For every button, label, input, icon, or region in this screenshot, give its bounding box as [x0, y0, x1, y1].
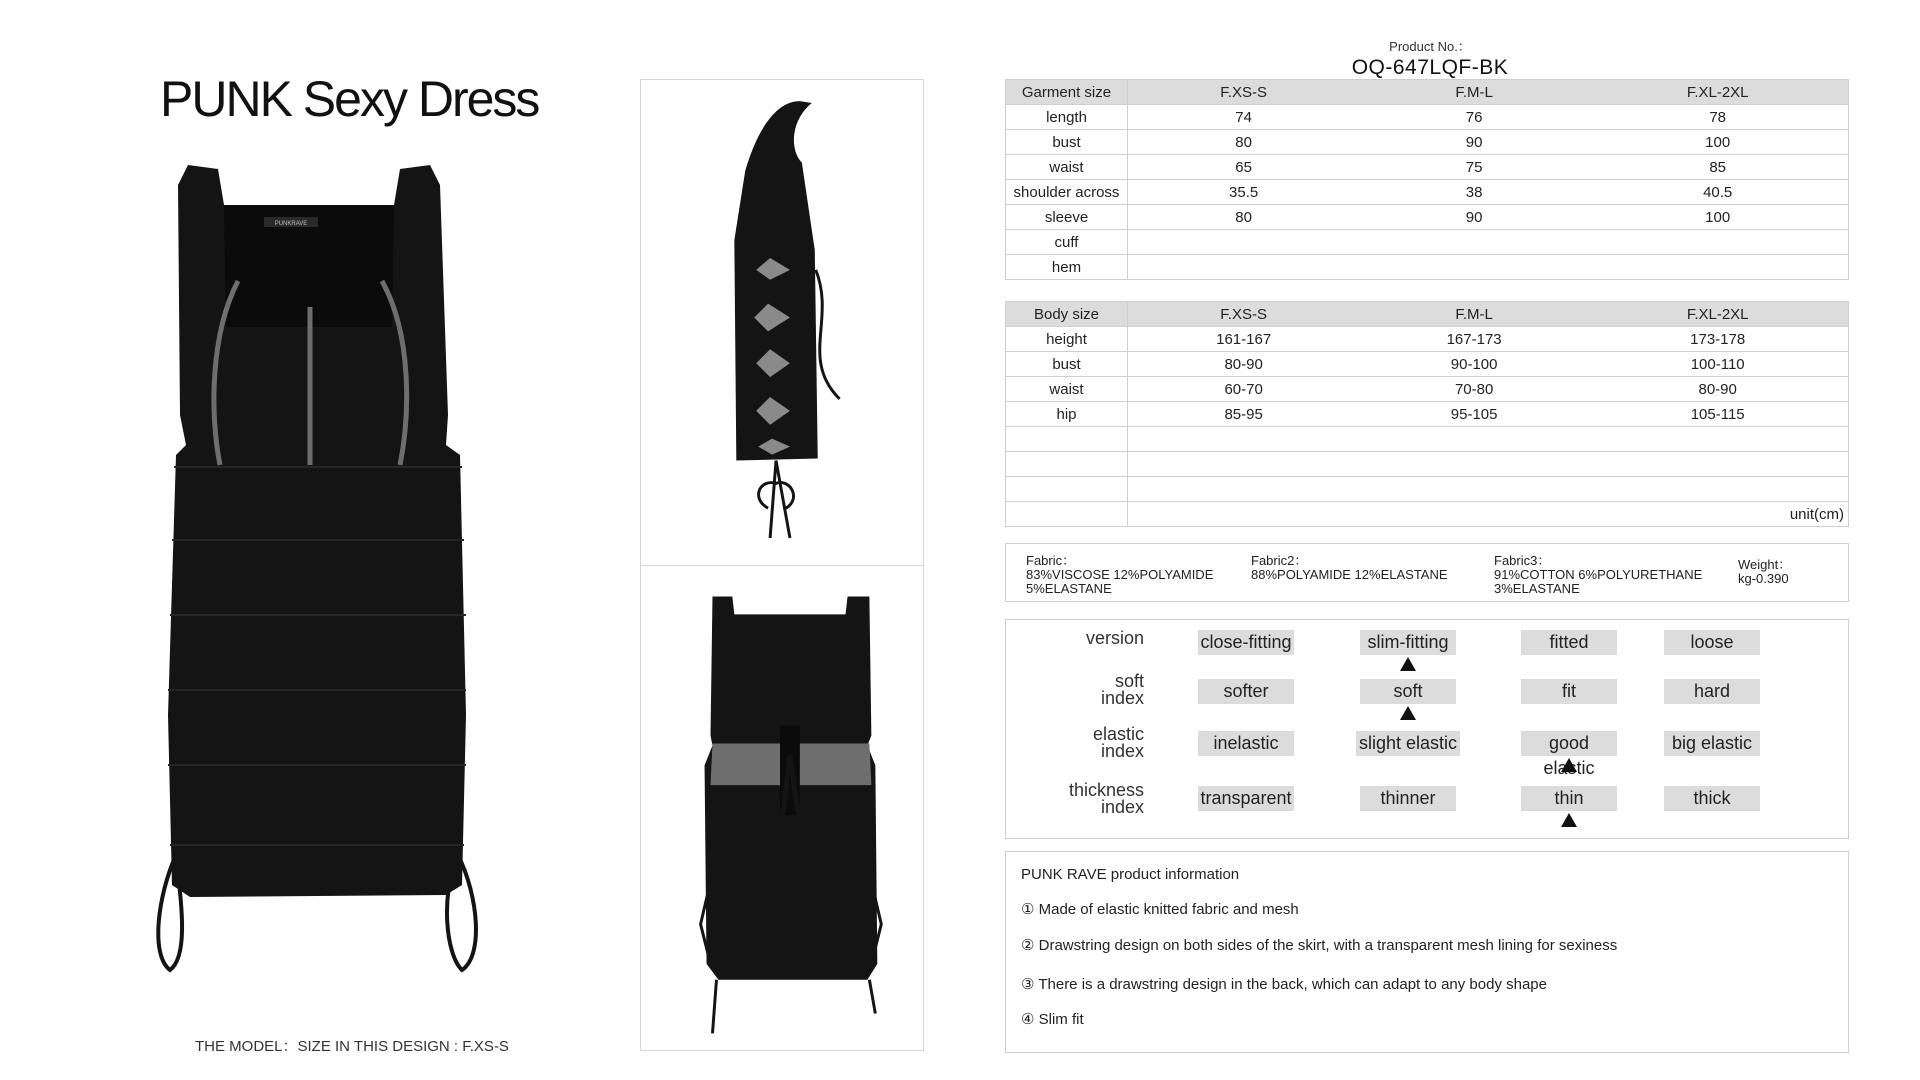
table-cell: 35.5 — [1128, 180, 1360, 205]
product-info-item: ② Drawstring design on both sides of the skirt, with a transparent mesh lining for sexiness — [1021, 937, 1618, 954]
fabric-2 — [1251, 554, 1448, 582]
table-cell: 80-90 — [1128, 352, 1360, 377]
table-cell: 74 — [1128, 105, 1360, 130]
table-cell — [1846, 327, 1848, 352]
table-cell: shoulder across — [1006, 180, 1128, 205]
table-cell: 80-90 — [1589, 377, 1846, 402]
table-cell: 90 — [1359, 130, 1589, 155]
table-cell: 78 — [1589, 105, 1846, 130]
fabric-line: 91%COTTON 6%POLYURETHANE — [1494, 567, 1703, 582]
body-size-header-row — [1006, 302, 1849, 327]
product-info-item: ① Made of elastic knitted fabric and mesh — [1021, 901, 1299, 918]
version-option: close-fitting — [1198, 630, 1294, 655]
table-cell — [1846, 255, 1848, 280]
fabric-line: 5%ELASTANE — [1026, 581, 1112, 596]
table-header-cell — [1846, 302, 1848, 327]
table-cell: 60-70 — [1128, 377, 1360, 402]
table-cell: 90 — [1359, 205, 1589, 230]
table-row — [1006, 327, 1849, 352]
product-info-item: ③ There is a drawstring design in the back, which can adapt to any body shape — [1021, 976, 1547, 993]
table-cell: 65 — [1128, 155, 1360, 180]
fabric-label: Fabric3： — [1494, 553, 1551, 568]
table-row — [1006, 205, 1849, 230]
version-option-selected: slim-fitting — [1360, 630, 1456, 655]
elastic-index-option-selected: good elastic — [1521, 731, 1617, 756]
front-view-dress-illustration — [150, 155, 520, 1005]
elastic-index-label: elastic index — [1092, 724, 1144, 761]
table-row — [1006, 427, 1849, 452]
table-cell — [1846, 230, 1848, 255]
table-cell: 38 — [1359, 180, 1589, 205]
thickness-index-label: thickness index — [1068, 780, 1144, 817]
version-option: loose — [1664, 630, 1760, 655]
table-row — [1006, 130, 1849, 155]
table-cell — [1846, 105, 1848, 130]
soft-index-option-selected: soft — [1360, 679, 1456, 704]
thickness-index-option: thick — [1664, 786, 1760, 811]
table-spacer-row — [1006, 280, 1849, 302]
table-unit-row — [1006, 502, 1849, 527]
table-row — [1006, 230, 1849, 255]
product-info-title: PUNK RAVE product information — [1021, 866, 1240, 883]
weight — [1738, 558, 1791, 586]
table-cell: bust — [1006, 352, 1128, 377]
soft-index-option: fit — [1521, 679, 1617, 704]
table-cell: 85 — [1589, 155, 1846, 180]
back-view-photo — [640, 565, 924, 1051]
table-cell — [1846, 377, 1848, 402]
fabric-line: 88%POLYAMIDE 12%ELASTANE — [1251, 567, 1448, 582]
table-row — [1006, 452, 1849, 477]
table-header-cell: Body size — [1006, 302, 1128, 327]
table-cell: 100-110 — [1589, 352, 1846, 377]
fabric-label: Fabric2： — [1251, 553, 1308, 568]
table-cell: 70-80 — [1359, 377, 1589, 402]
thickness-index-option: transparent — [1198, 786, 1294, 811]
table-row — [1006, 105, 1849, 130]
table-row — [1006, 402, 1849, 427]
fabric-3 — [1494, 554, 1702, 596]
table-cell — [1846, 130, 1848, 155]
table-header-cell: F.XL-2XL — [1589, 80, 1846, 105]
unit-label: unit(cm) — [1128, 502, 1849, 527]
weight-label: Weight： — [1738, 557, 1792, 572]
table-header-cell: F.XS-S — [1128, 302, 1360, 327]
product-number-block — [1340, 36, 1520, 80]
fabric-label: Fabric： — [1026, 553, 1076, 568]
table-header-cell: F.M-L — [1359, 302, 1589, 327]
table-cell: cuff — [1006, 230, 1128, 255]
table-cell: height — [1006, 327, 1128, 352]
thickness-index-option: thinner — [1360, 786, 1456, 811]
table-cell: 173-178 — [1589, 327, 1846, 352]
soft-index-option: softer — [1198, 679, 1294, 704]
elastic-index-option: slight elastic — [1356, 731, 1460, 756]
table-cell: 100 — [1589, 205, 1846, 230]
brand-label: PUNKRAVE — [274, 221, 308, 227]
elastic-index-option: big elastic — [1664, 731, 1760, 756]
table-cell: 161-167 — [1128, 327, 1360, 352]
elastic-index-option: inelastic — [1198, 731, 1294, 756]
page-title: PUNK Sexy Dress — [160, 71, 539, 127]
soft-index-label: soft index — [1100, 671, 1144, 708]
product-number-label: Product No.： — [1389, 39, 1471, 54]
model-size-note: THE MODEL：SIZE IN THIS DESIGN : F.XS-S — [195, 1038, 509, 1055]
table-cell: 100 — [1589, 130, 1846, 155]
table-cell: 95-105 — [1359, 402, 1589, 427]
fabric-line: 83%VISCOSE 12%POLYAMIDE — [1026, 567, 1214, 582]
table-cell: hip — [1006, 402, 1128, 427]
table-cell: 167-173 — [1359, 327, 1589, 352]
selected-marker-icon — [1561, 758, 1577, 772]
table-cell — [1128, 230, 1360, 255]
weight-value: kg-0.390 — [1738, 571, 1789, 586]
table-row — [1006, 155, 1849, 180]
table-cell: length — [1006, 105, 1128, 130]
product-number: OQ-647LQF-BK — [1351, 56, 1509, 79]
product-info-box — [1005, 851, 1849, 1053]
table-cell — [1359, 230, 1589, 255]
table-row — [1006, 352, 1849, 377]
table-cell: 75 — [1359, 155, 1589, 180]
table-cell — [1128, 255, 1360, 280]
table-cell: bust — [1006, 130, 1128, 155]
table-row — [1006, 180, 1849, 205]
fabric-info-box — [1005, 543, 1849, 602]
side-view-dress-illustration — [641, 80, 923, 565]
table-cell — [1846, 402, 1848, 427]
table-cell — [1846, 155, 1848, 180]
table-cell: sleeve — [1006, 205, 1128, 230]
table-cell: 105-115 — [1589, 402, 1846, 427]
back-view-dress-illustration — [641, 566, 923, 1050]
thickness-index-option-selected: thin — [1521, 786, 1617, 811]
table-cell — [1846, 352, 1848, 377]
table-row — [1006, 477, 1849, 502]
fabric-1 — [1026, 554, 1213, 596]
table-cell: 80 — [1128, 130, 1360, 155]
size-chart-table — [1005, 79, 1849, 527]
soft-index-option: hard — [1664, 679, 1760, 704]
product-info-item: ④ Slim fit — [1021, 1011, 1084, 1028]
table-cell — [1846, 205, 1848, 230]
version-label: version — [1085, 628, 1144, 648]
table-cell: waist — [1006, 377, 1128, 402]
fabric-line: 3%ELASTANE — [1494, 581, 1580, 596]
table-header-cell — [1846, 80, 1848, 105]
table-cell: 90-100 — [1359, 352, 1589, 377]
table-cell: 76 — [1359, 105, 1589, 130]
table-header-cell: Garment size — [1006, 80, 1128, 105]
front-view-photo — [150, 155, 520, 1005]
table-cell: 85-95 — [1128, 402, 1360, 427]
table-cell — [1589, 255, 1846, 280]
table-cell — [1359, 255, 1589, 280]
selected-marker-icon — [1400, 706, 1416, 720]
selected-marker-icon — [1561, 813, 1577, 827]
table-cell: waist — [1006, 155, 1128, 180]
table-cell: 40.5 — [1589, 180, 1846, 205]
table-cell: 80 — [1128, 205, 1360, 230]
table-header-cell: F.M-L — [1359, 80, 1589, 105]
table-header-cell: F.XS-S — [1128, 80, 1360, 105]
table-header-cell: F.XL-2XL — [1589, 302, 1846, 327]
fit-index-box — [1005, 619, 1849, 839]
table-row — [1006, 255, 1849, 280]
version-option: fitted — [1521, 630, 1617, 655]
selected-marker-icon — [1400, 657, 1416, 671]
garment-size-header-row — [1006, 80, 1849, 105]
table-cell — [1589, 230, 1846, 255]
side-view-photo — [640, 79, 924, 565]
table-cell — [1846, 180, 1848, 205]
table-row — [1006, 377, 1849, 402]
table-cell: hem — [1006, 255, 1128, 280]
